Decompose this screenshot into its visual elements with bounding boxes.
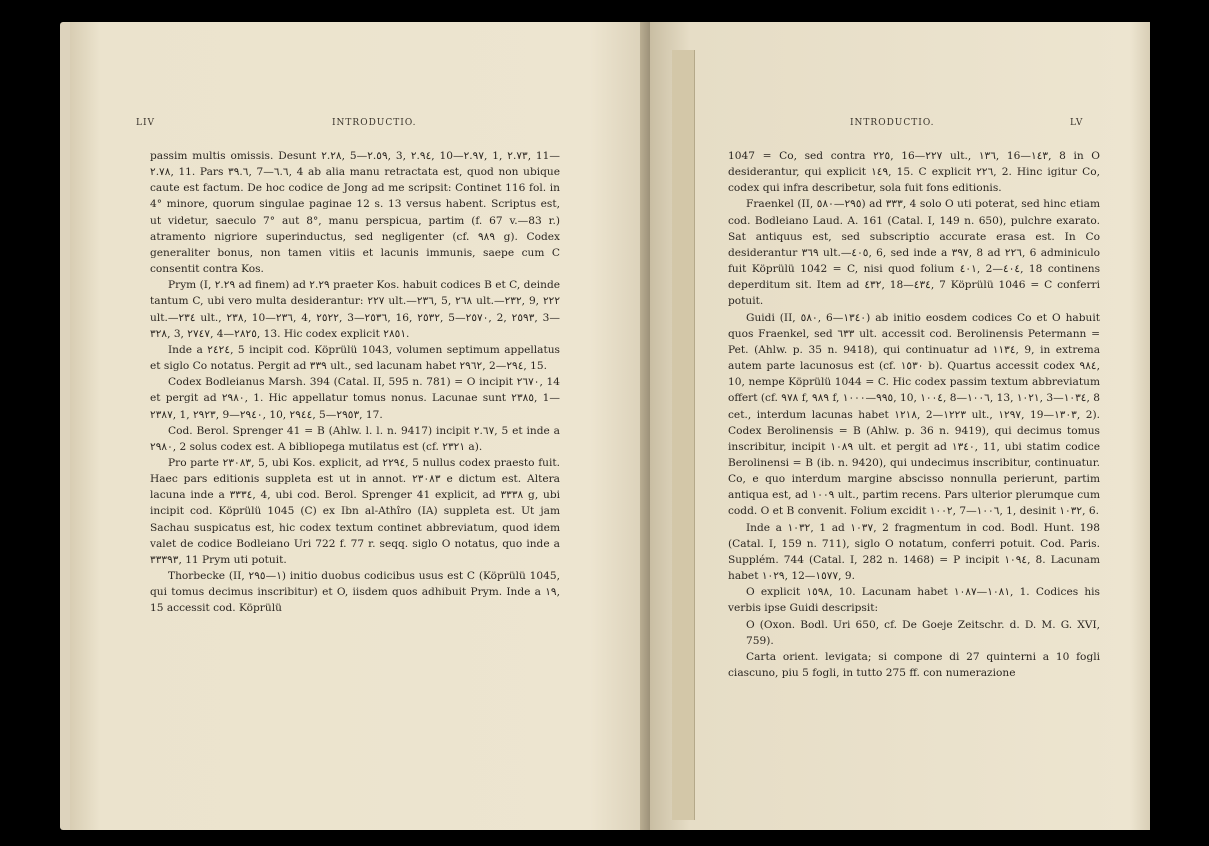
paragraph: passim multis omissis. Desunt ٢.٢٨, 5—٢.٥٩, 3, ٢.٩٤, 10—٢.٩٧, 1, ٢.٧٣, 11—٢.٧٨, 11. Pars ٣٩.٦, 7—٦.٦, 4 ab alia manu retractata est, quod non ubique caute est factum. De hoc codice de Jong ad me scripsit: Continet 116 fol. in 4° minore, quorum singulae paginae 12 s. 13 versus habent. Scriptus est, ut videtur, saeculo 7° aut 8°, manu perspicua, partim (f. 67 v.—83 r.) atramento nigriore superinductus, sed negligenter (cf. ٩٨٩ g). Codex generaliter bonus, non tamen vitiis et lacunis immunis, saepe cum C consentit contra Kos. xyxy=(150,150,561,276)
paragraph: Cod. Berol. Sprenger 41 = B (Ahlw. l. l. n. 9417) incipit ٢.٦٧, 5 et inde a ٢٩٨٠, 2 solus codex est. A bibliopega mutilatus est (cf. ٢٣٢١ a). xyxy=(150,424,560,453)
right-running-head: INTRODUCTIO. xyxy=(850,118,935,128)
paragraph: Inde a ٢٤٢٤, 5 incipit cod. Köprülü 1043, volumen septimum appellatus et siglo Co notatus. Pergit ad ٣٣٩ ult., sed lacunam habet ٢٩٦٢, 2—٢٩٤, 15. xyxy=(150,343,560,373)
paragraph: 1047 = Co, sed contra ٢٢٥, 16—٢٢٧ ult., ١٣٦, 16—١٤٣, 8 in O desiderantur, qui explicit ١٤٩, 15. C explicit ٢٢٦, 2. Hinc igitur Co, codex qui infra describetur, sola fuit fons editionis. xyxy=(728,150,1101,195)
paragraph: O (Oxon. Bodl. Uri 650, cf. De Goeje Zeitschr. d. D. M. G. XVI, 759). xyxy=(746,618,1100,647)
left-body-text xyxy=(150,148,560,617)
right-body-text xyxy=(728,148,1100,681)
paragraph: Fraenkel (II, ٢٩٥—٥٨٠) ad ٣٣٣, 4 solo O uti poterat, sed hinc etiam cod. Bodleiano Laud. A. 161 (Catal. I, 149 n. 650), pulchre exarato. Sat antiquus est, sed subscriptio accurate erasa est. In Co desiderantur ٣٦٩ ult.—٤٠٥, 6, sed inde a ٣٩٧, 8 ad ٢٢٦, 6 adminiculo fuit Köprülü 1042 = C, nisi quod folium ٤٠١, 2—٤٠٤, 18 continens deperditum sit. Item ad ٤٣٢, 18—٤٣٤, 7 Köprülü 1046 = C conferri potuit. xyxy=(728,198,1101,308)
paragraph: Carta orient. levigata; si compone di 27 quinterni a 10 fogli ciascuno, piu 5 fogli, in tutto 275 ff. con numerazione xyxy=(728,650,1100,679)
open-book xyxy=(60,22,1150,830)
paragraph: Codex Bodleianus Marsh. 394 (Catal. II, 595 n. 781) = O incipit ٢٦٧٠, 14 et pergit ad ٢٩٨٠, 1. Hic appellatur tomus nonus. Lacunae sunt ٢٣٨٥, 1—٢٣٨٧, 1, ٢٩٢٣, 9—٢٩٤٠, 10, ٢٩٤٤, 5—٢٩٥٣, 17. xyxy=(150,376,560,421)
paragraph: Thorbecke (II, ١—٢٩٥) initio duobus codicibus usus est C (Köprülü 1045, qui tomus decimus inscribitur) et O, iisdem quos adhibuit Prym. Inde a ١٩, 15 accessit cod. Köprülü xyxy=(150,570,560,615)
right-page xyxy=(650,22,1150,830)
page-edge-strip xyxy=(672,50,695,820)
left-page xyxy=(70,22,650,830)
left-page-number: LIV xyxy=(136,118,156,128)
paragraph: Inde a ١٠٣٢, 1 ad ١٠٣٧, 2 fragmentum in cod. Bodl. Hunt. 198 (Catal. I, 159 n. 711), siglo O notatum, conferri potuit. Cod. Paris. Supplém. 744 (Catal. I, 282 n. 1468) = P incipit ١٠٩٤, 8. Lacunam habet ١٠٢٩, 12—١٥٧٧, 9. xyxy=(728,521,1101,583)
paragraph: Guidi (II, ٥٨٠, 6—١٣٤٠) ab initio eosdem codices Co et O habuit quos Fraenkel, sed ٦٣٣ ult. accessit cod. Berolinensis Petermann = Pet. (Ahlw. p. 35 n. 9418), qui continuatur ad ١١٣٤, 9, in extrema autem parte lacunosus est (cf. ١٥٣٠ b). Quartus accessit codex ٩٨٤, 10, nempe Köprülü 1044 = C. Hic codex passim textum abbreviatum offert (cf. ٩٧٨ f, ٩٨٩ f, ٩٩٥—١٠٠٠, 10, ١٠٠٤, 8—١٠٠٦, 13, ١٠٢١, 3—١٠٣٤, 8 cet., interdum lacunas habet ١٢١٨, 2—١٢٢٣ ult., ١٢٩٧, 19—١٣٠٣, 2). Codex Berolinensis = B (Ahlw. p. 36 n. 9419), qui decimus tomus inscribitur, incipit ١٠٨٩ ult. et pergit ad ١٣٤٠, 11, ubi statim codice Berolinensi = B (ib. n. 9420), qui undecimus inscribitur, continuatur. Co, e quo interdum margine abscisso nonnulla perierunt, partim antiqua est, ad ١٠٠٩ ult., partim recens. Pars ulterior plerumque cum codd. O et B convenit. Folium excidit ١٠٠٢, 7—١٠٠٦, 1, desinit ١٠٣٢, 6. xyxy=(728,311,1101,518)
left-running-head: INTRODUCTIO. xyxy=(332,118,417,128)
right-page-number: LV xyxy=(1070,118,1084,128)
paragraph: Prym (I, ٢.٢٩ ad finem) ad ٢.٢٩ praeter Kos. habuit codices B et C, deinde tantum C, ubi vero multa desiderantur: ٢٢٧ ult.—٢٣٦, 5, ٢٦٨ ult.—٢٣٢, 9, ٢٢٢ ult.—٢٣٤ ult., ٢٣٨, 10—٢٣٦, 4, ٢٥٢٢, 3—٢٥٣٦, 16, ٢٥٣٢, 5—٢٥٧٠, 2, ٢٥٩٣, 3—٣٢٨, 3, ٢٧٤٧, 4—٢٨٢٥, 13. Hic codex explicit ٢٨٥١. xyxy=(150,279,561,340)
paragraph: Pro parte ٢٣٠٨٣, 5, ubi Kos. explicit, ad ٢٢٩٤, 5 nullus codex praesto fuit. Haec pars editionis suppleta est ut in annot. ٢٣٠٨٣ e dictum est. Altera lacuna inde a ٣٣٣٤, 4, ubi cod. Berol. Sprenger 41 explicit, ad ٣٣٣٨ g, ubi incipit cod. Köprülü 1045 (C) ex Ibn al-Athîro (IA) suppleta est. Ut jam Sachau suspicatus est, hic codex textum continet abbreviatum, quod idem valet de codice Bodleiano Uri 722 f. 77 r. seqq. siglo O notatus, quo inde a ٣٣٣٩٣, 11 Prym uti potuit. xyxy=(150,456,560,566)
paragraph: O explicit ١٥٩٨, 10. Lacunam habet ١٠٨١—١٠٨٧, 1. Codices his verbis ipse Guidi descripsit: xyxy=(728,586,1100,615)
